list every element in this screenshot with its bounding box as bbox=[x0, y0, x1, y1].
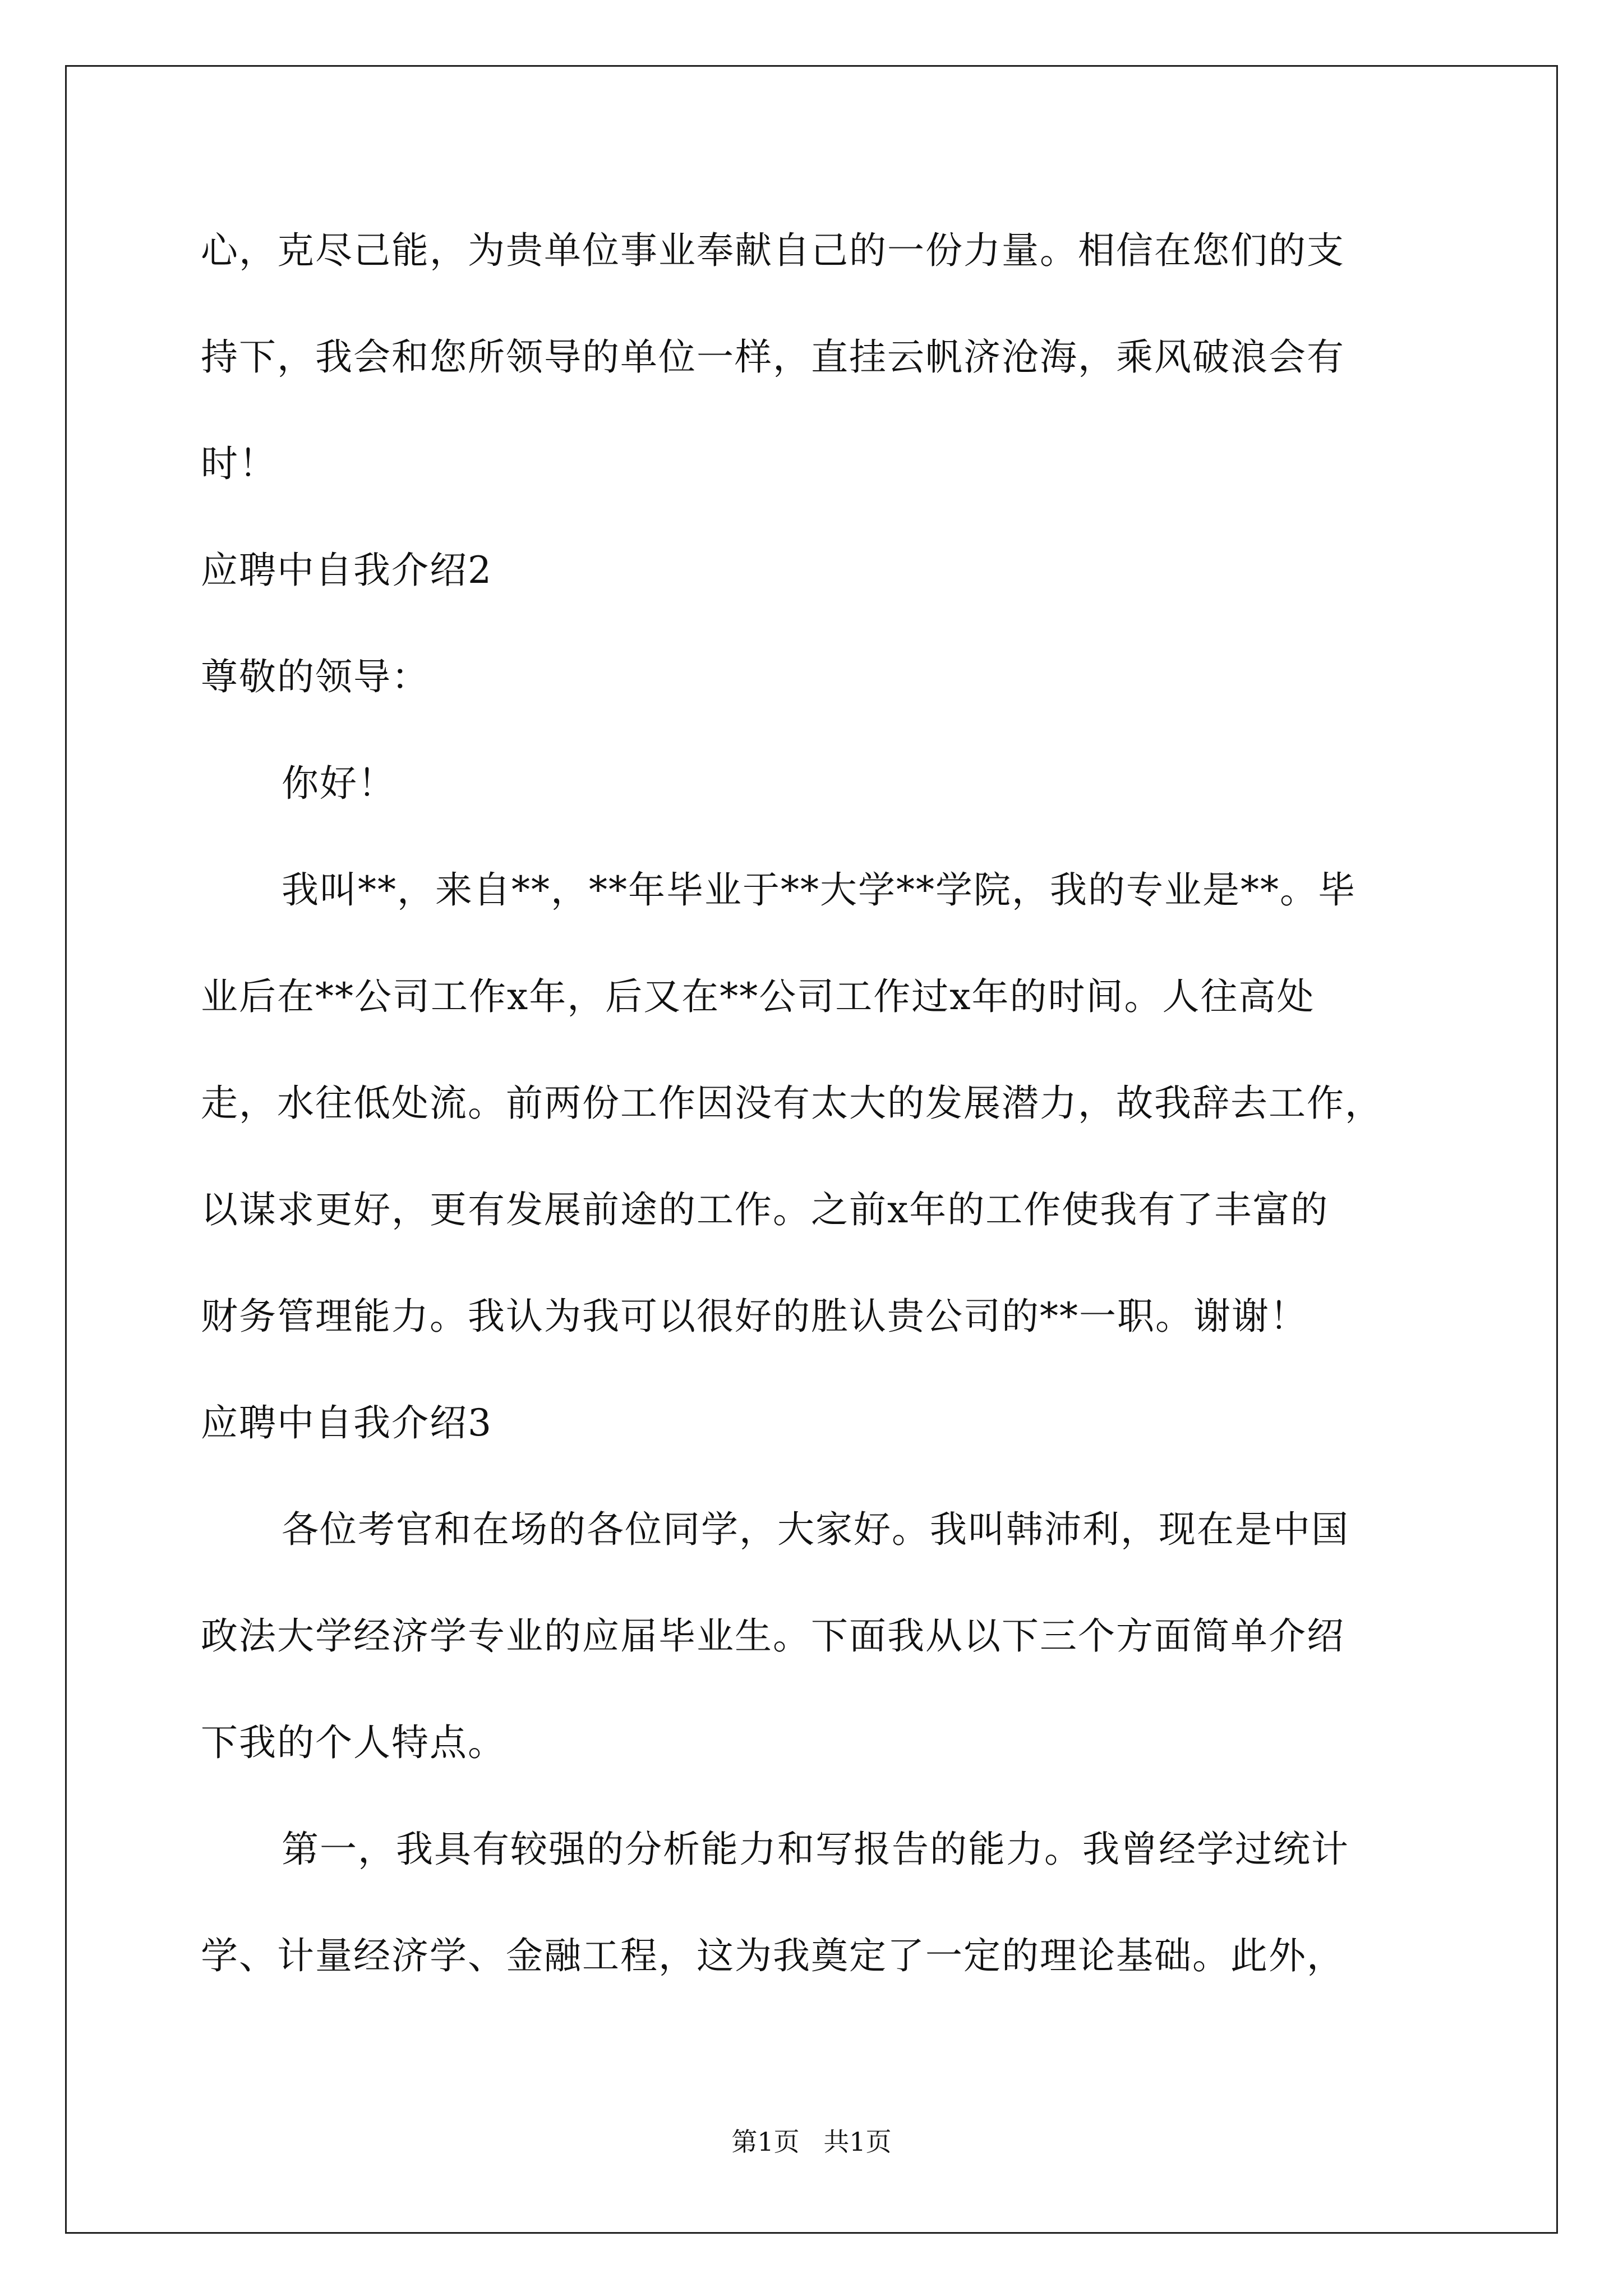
section-heading-3: 应聘中自我介绍3 bbox=[201, 1401, 492, 1444]
body-line-14: 政法大学经济学专业的应届毕业生。下面我从以下三个方面简单介绍 bbox=[201, 1614, 1345, 1658]
body-line-9: 走，水往低处流。前两份工作因没有太大的发展潜力，故我辞去工作， bbox=[201, 1082, 1383, 1125]
body-line-16: 第一，我具有较强的分析能力和写报告的能力。我曾经学过统计 bbox=[282, 1828, 1349, 1871]
body-line-8: 业后在**公司工作x年，后又在**公司工作过x年的时间。人往高处 bbox=[201, 975, 1315, 1018]
body-line-3: 时！ bbox=[201, 442, 277, 485]
page-border bbox=[65, 65, 1558, 2234]
greeting: 你好！ bbox=[282, 762, 396, 805]
body-line-10: 以谋求更好，更有发展前途的工作。之前x年的工作使我有了丰富的 bbox=[201, 1188, 1329, 1231]
body-line-7: 我叫**，来自**，**年毕业于**大学**学院，我的专业是**。毕 bbox=[282, 868, 1356, 912]
body-line-1: 心，克尽己能，为贵单位事业奉献自己的一份力量。相信在您们的支 bbox=[201, 229, 1345, 272]
body-line-11: 财务管理能力。我认为我可以很好的胜认贵公司的**一职。谢谢！ bbox=[201, 1295, 1308, 1338]
body-line-17: 学、计量经济学、金融工程，这为我奠定了一定的理论基础。此外， bbox=[201, 1934, 1345, 1977]
page-footer bbox=[0, 2125, 1623, 2159]
body-line-2: 持下，我会和您所领导的单位一样，直挂云帆济沧海，乘风破浪会有 bbox=[201, 335, 1345, 379]
salutation: 尊敬的领导： bbox=[201, 655, 430, 698]
page-number: 第1页 bbox=[731, 2127, 800, 2157]
body-line-15: 下我的个人特点。 bbox=[201, 1721, 506, 1764]
section-heading-2: 应聘中自我介绍2 bbox=[201, 549, 492, 592]
page-total: 共1页 bbox=[823, 2127, 892, 2157]
body-line-13: 各位考官和在场的各位同学，大家好。我叫韩沛利，现在是中国 bbox=[282, 1508, 1349, 1551]
